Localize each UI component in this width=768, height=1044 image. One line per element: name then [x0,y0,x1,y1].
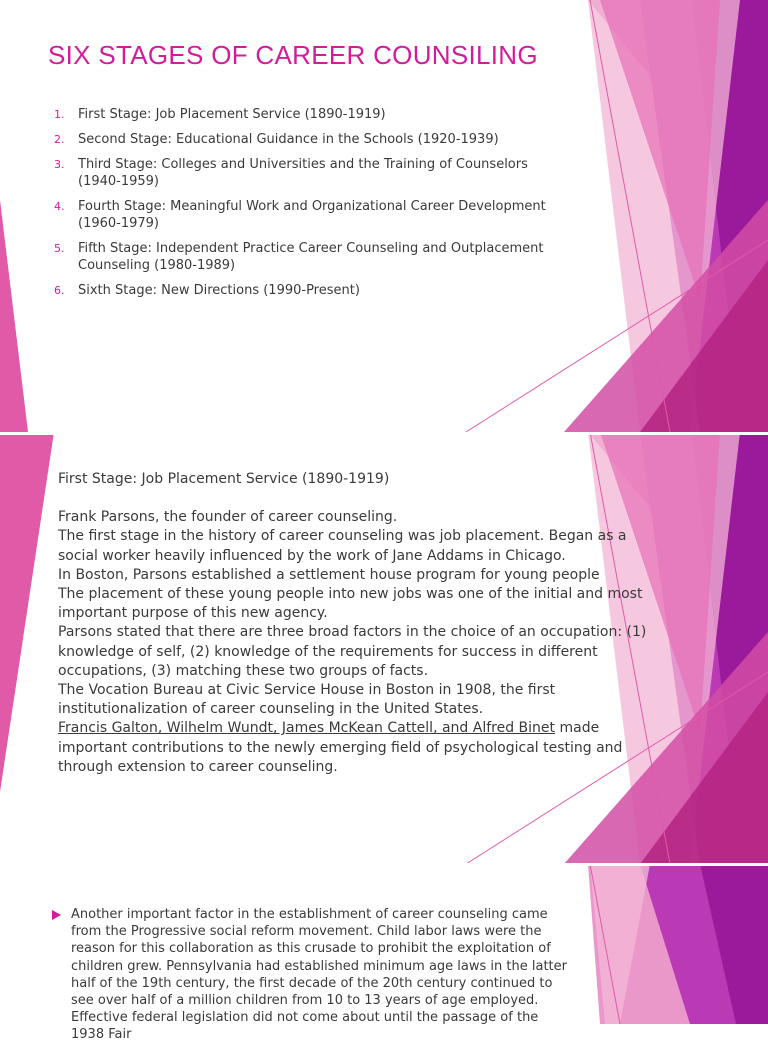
contributors-rest: made important contributions to the newly emerging field of psychological testing and through extension to career counseling. [58,720,623,775]
slide-2-body [58,470,658,777]
stage-item-5 [54,240,574,274]
slide-separator [0,863,768,866]
body-line: Frank Parsons, the founder of career counseling. [58,509,398,526]
triangle-bullet-icon [52,910,61,920]
stage-number: 4. [54,200,65,213]
body-line: The Vocation Bureau at Civic Service House in Boston in 1908, the first institutionalization of career counseling in the United States. [58,682,556,718]
stage-number: 3. [54,158,65,171]
stage-item-2 [54,131,574,148]
stage-number: 5. [54,242,65,255]
body-line: The first stage in the history of career counseling was job placement. Began as a social worker heavily influenced by the work of Jane Addams in Chicago. [58,528,627,564]
bullet-text: Another important factor in the establishment of career counseling came from the Progressive social reform movement. Child labor laws were the reason for this collaboration as this crusade to prohibit the exploitation of children grew. Pennsylvania had established minimum age laws in the latter half of the 19th century, the first decade of the 20th century continued to see over half of a million children from 10 to 13 years of age employed. Effective federal legislation did not come about until the passage of the 1938 Fair [71,907,567,1043]
body-line: The placement of these young people into new jobs was one of the initial and most important purpose of this new agency. [58,586,643,622]
body-line: Parsons stated that there are three broad factors in the choice of an occupation: (1) knowledge of self, (2) knowledge of the requirements for success in different occupations, (3) matching these two groups of facts. [58,624,647,679]
stage-item-4 [54,198,574,232]
stage-text: First Stage: Job Placement Service (1890-1919) [78,107,386,122]
slide-separator [0,432,768,435]
bullet-paragraph [52,906,572,1044]
body-line: In Boston, Parsons established a settlement house program for young people [58,566,600,583]
stage-text: Sixth Stage: New Directions (1990-Present) [78,283,360,298]
stage-text: Third Stage: Colleges and Universities and the Training of Counselors (1940-1959) [78,157,528,189]
contributors-link[interactable]: Francis Galton, Wilhelm Wundt, James McKean Cattell, and Alfred Binet [58,720,556,737]
slide-3 [0,864,768,1043]
stage-item-3 [54,156,574,190]
stage-list [54,106,574,307]
stage-text: Second Stage: Educational Guidance in the Schools (1920-1939) [78,132,499,147]
slide-2-heading: First Stage: Job Placement Service (1890-1919) [58,471,390,487]
slide-title: SIX STAGES OF CAREER COUNSILING [48,40,538,70]
left-pink-triangle [0,432,54,792]
stage-text: Fifth Stage: Independent Practice Career Counseling and Outplacement Counseling (1980-1989) [78,241,544,273]
slide-2 [0,432,768,864]
left-pink-sliver [0,200,28,432]
slide-1 [0,0,768,432]
stage-number: 2. [54,133,65,146]
stage-item-1 [54,106,574,123]
stage-item-6 [54,282,574,299]
stage-number: 6. [54,284,65,297]
stage-number: 1. [54,108,65,121]
body-line-contributors [58,719,658,777]
stage-text: Fourth Stage: Meaningful Work and Organizational Career Development (1960-1979) [78,199,546,231]
